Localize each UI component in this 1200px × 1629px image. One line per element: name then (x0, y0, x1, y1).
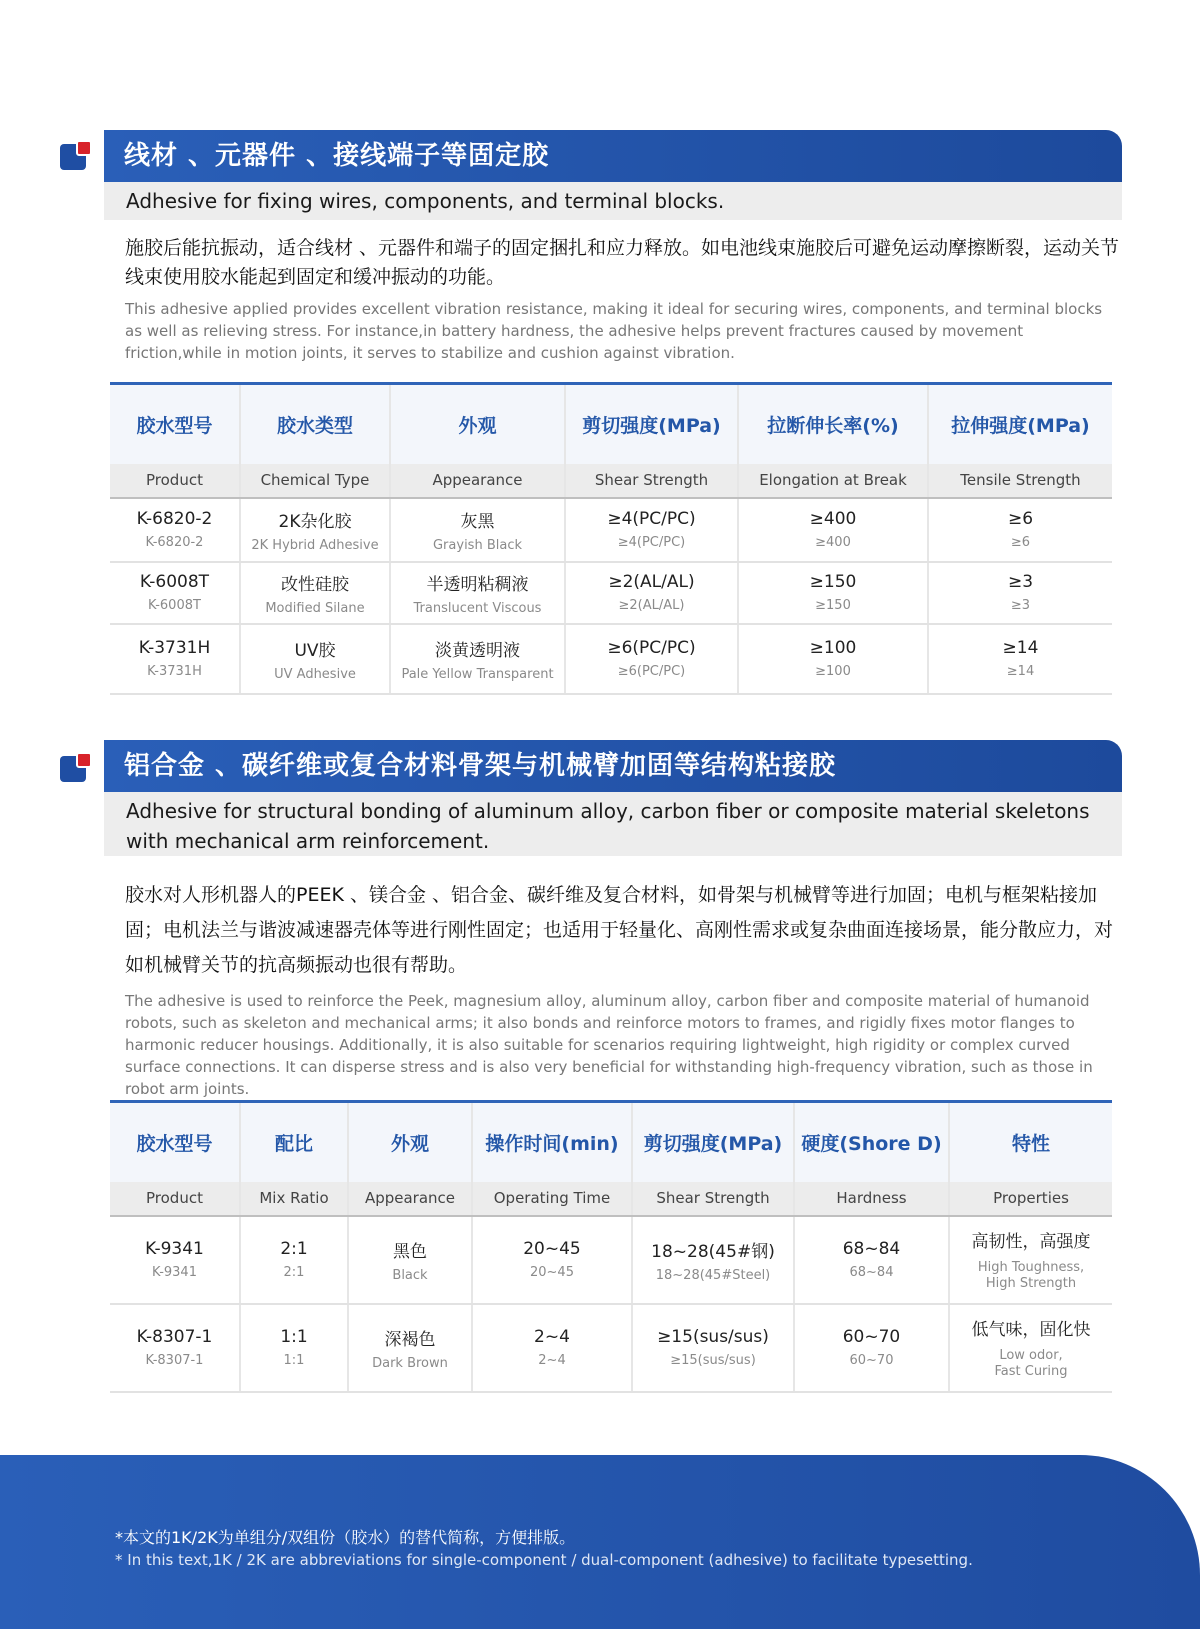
table-cell (565, 562, 738, 624)
cell-value-en: 2~4 (538, 1353, 566, 1368)
column-header-en: Chemical Type (240, 464, 390, 498)
cell-value-cn: ≥14 (1002, 638, 1039, 658)
cell-value-en: ≥6(PC/PC) (617, 664, 686, 679)
cell-value-en: ≥2(AL/AL) (618, 598, 685, 613)
section-title: 铝合金 、碳纤维或复合材料骨架与机械臂加固等结构粘接胶 (104, 740, 1122, 792)
table-row (110, 1216, 1112, 1304)
cell-value-en: K-8307-1 (145, 1353, 204, 1368)
table-cell (110, 498, 240, 562)
cell-value-cn: ≥6 (1007, 509, 1034, 529)
cell-value-cn: K-8307-1 (136, 1327, 213, 1347)
section-subtitle: Adhesive for structural bonding of aluminum alloy, carbon fiber or composite material skeletons with mechanical arm reinforcement. (104, 792, 1122, 856)
table-cell (928, 624, 1112, 694)
table-cell (472, 1216, 632, 1304)
table-cell (565, 624, 738, 694)
column-header-en: Product (110, 1182, 240, 1216)
column-header-cn: 胶水类型 (240, 384, 390, 464)
cell-value-cn: ≥400 (809, 509, 857, 529)
table-row (110, 1304, 1112, 1392)
table-cell (565, 498, 738, 562)
cell-value-cn: ≥4(PC/PC) (607, 509, 696, 529)
table-cell (949, 1216, 1112, 1304)
cell-value-cn: ≥2(AL/AL) (608, 572, 695, 592)
column-header-cn: 特性 (949, 1102, 1112, 1182)
table-cell (794, 1216, 949, 1304)
cell-value-cn: 2~4 (534, 1327, 570, 1347)
cell-value-cn: 黑色 (393, 1241, 427, 1262)
column-header-cn: 硬度(Shore D) (794, 1102, 949, 1182)
table-cell (632, 1216, 794, 1304)
cell-value-cn: 1:1 (280, 1327, 308, 1347)
section-subtitle: Adhesive for fixing wires, components, and terminal blocks. (104, 182, 1122, 220)
cell-value-cn: K-9341 (145, 1239, 204, 1259)
cell-value-en: 60~70 (849, 1353, 894, 1368)
product-table-1 (110, 382, 1112, 695)
cell-value-en-line2: Fast Curing (994, 1364, 1068, 1379)
brand-logo-icon (60, 752, 94, 782)
cell-value-en: Black (392, 1267, 428, 1283)
product-table-2 (110, 1100, 1112, 1393)
cell-value-en: ≥15(sus/sus) (670, 1353, 756, 1368)
cell-value-cn: 高韧性，高强度 (971, 1232, 1091, 1252)
table-cell (472, 1304, 632, 1392)
table-cell (738, 498, 928, 562)
cell-value-cn: ≥150 (809, 572, 857, 592)
table-cell (632, 1304, 794, 1392)
footer-note-band (0, 1455, 1200, 1629)
table-cell (110, 1216, 240, 1304)
cell-value-cn: 2:1 (280, 1239, 308, 1259)
cell-value-en: 18~28(45#Steel) (655, 1267, 771, 1283)
cell-value-en: 20~45 (530, 1265, 574, 1280)
column-header-en: Hardness (794, 1182, 949, 1216)
cell-value-cn: 改性硅胶 (281, 574, 349, 595)
cell-value-en: ≥6 (1010, 535, 1031, 550)
cell-value-cn: UV胶 (294, 640, 336, 661)
table-cell (928, 498, 1112, 562)
cell-value-en: K-9341 (152, 1265, 197, 1280)
table-cell (240, 498, 390, 562)
cell-value-en: ≥14 (1006, 664, 1035, 679)
cell-value-en (950, 1260, 1112, 1292)
column-header-en: Shear Strength (632, 1182, 794, 1216)
cell-value-cn: ≥15(sus/sus) (657, 1327, 769, 1347)
column-header-en: Appearance (390, 464, 565, 498)
footer-note-cn: *本文的1K/2K为单组分/双组份（胶水）的替代简称，方便排版。 (115, 1528, 576, 1547)
cell-value-en-line2: High Strength (985, 1276, 1077, 1291)
table-cell (348, 1216, 472, 1304)
description-cn: 胶水对人形机器人的PEEK 、镁合金 、铝合金、碳纤维及复合材料，如骨架与机械臂等进行加固；电机与框架粘接加固；电机法兰与谐波减速器壳体等进行刚性固定；也适用于轻量化、高刚性需求或复杂曲面连接场景，能分散应力，对如机械臂关节的抗高频振动也很有帮助。 (125, 884, 1114, 976)
cell-value-cn: 60~70 (842, 1327, 901, 1347)
column-header-cn: 胶水型号 (110, 1102, 240, 1182)
cell-value-cn: ≥3 (1007, 572, 1034, 592)
cell-value-en: K-6820-2 (145, 535, 204, 550)
cell-value-en: 68~84 (849, 1265, 894, 1280)
table-cell (240, 1304, 348, 1392)
column-header-en: Properties (949, 1182, 1112, 1216)
column-header-en: Product (110, 464, 240, 498)
cell-value-cn: 淡黄透明液 (435, 640, 520, 661)
section-title: 线材 、元器件 、接线端子等固定胶 (104, 130, 1122, 182)
table-cell (240, 562, 390, 624)
table-cell (348, 1304, 472, 1392)
cell-value-cn: 18~28(45#钢) (651, 1241, 775, 1262)
cell-value-en: ≥4(PC/PC) (617, 535, 686, 550)
cell-value-cn: ≥100 (809, 638, 857, 658)
cell-value-cn: 深褐色 (384, 1329, 436, 1350)
cell-value-en: 2K Hybrid Adhesive (251, 537, 379, 553)
column-header-en: Operating Time (472, 1182, 632, 1216)
column-header-cn: 外观 (390, 384, 565, 464)
cell-value-en (950, 1348, 1112, 1380)
column-header-cn: 拉断伸长率(%) (738, 384, 928, 464)
column-header-cn: 拉伸强度(MPa) (928, 384, 1112, 464)
table-cell (110, 562, 240, 624)
table-cell (794, 1304, 949, 1392)
cell-value-cn: 低气味，固化快 (971, 1320, 1091, 1340)
cell-value-en: 2:1 (283, 1265, 305, 1280)
cell-value-en: ≥100 (815, 664, 851, 679)
cell-value-en: Modified Silane (265, 600, 365, 616)
column-header-en: Mix Ratio (240, 1182, 348, 1216)
cell-value-en: Grayish Black (432, 537, 522, 553)
table-cell (110, 624, 240, 694)
table-cell (738, 624, 928, 694)
table-row (110, 562, 1112, 624)
column-header-en: Shear Strength (565, 464, 738, 498)
table-cell (240, 624, 390, 694)
cell-value-cn: ≥6(PC/PC) (607, 638, 696, 658)
cell-value-en: ≥3 (1010, 598, 1031, 613)
cell-value-cn: 20~45 (523, 1239, 581, 1259)
table-cell (390, 562, 565, 624)
table-cell (110, 1304, 240, 1392)
table-cell (240, 1216, 348, 1304)
cell-value-en: ≥150 (815, 598, 851, 613)
column-header-cn: 剪切强度(MPa) (565, 384, 738, 464)
cell-value-cn: K-3731H (138, 638, 211, 658)
cell-value-en: Translucent Viscous (413, 600, 542, 616)
table-cell (928, 562, 1112, 624)
cell-value-en: K-6008T (148, 598, 201, 613)
footer-note-en: * In this text,1K / 2K are abbreviations for single-component / dual-component (adhesive) to facilitate typesetting. (115, 1551, 973, 1569)
table-cell (390, 498, 565, 562)
brand-logo-icon (60, 140, 94, 170)
cell-value-cn: 半透明粘稠液 (426, 574, 529, 595)
column-header-en: Appearance (348, 1182, 472, 1216)
description-cn: 施胶后能抗振动，适合线材 、元器件和端子的固定捆扎和应力释放。如电池线束施胶后可避免运动摩擦断裂，运动关节线束使用胶水能起到固定和缓冲振动的功能。 (125, 237, 1120, 288)
cell-value-cn: K-6008T (139, 572, 210, 592)
table-cell (738, 562, 928, 624)
cell-value-cn: 68~84 (842, 1239, 901, 1259)
column-header-cn: 胶水型号 (110, 384, 240, 464)
cell-value-en: UV Adhesive (274, 666, 356, 682)
table-row (110, 498, 1112, 562)
cell-value-en-line1: High Toughness, (977, 1260, 1085, 1275)
column-header-cn: 配比 (240, 1102, 348, 1182)
column-header-cn: 操作时间(min) (472, 1102, 632, 1182)
table-cell (390, 624, 565, 694)
column-header-en: Tensile Strength (928, 464, 1112, 498)
column-header-cn: 外观 (348, 1102, 472, 1182)
cell-value-cn: K-6820-2 (136, 509, 213, 529)
cell-value-en: ≥400 (815, 535, 851, 550)
column-header-en: Elongation at Break (738, 464, 928, 498)
cell-value-en-line1: Low odor, (999, 1348, 1063, 1363)
table-cell (949, 1304, 1112, 1392)
description-en: The adhesive is used to reinforce the Peek, magnesium alloy, aluminum alloy, carbon fiber and composite material of humanoid robots, such as skeleton and mechanical arms; it also bonds and reinforce motors to frames, and rigidly fixes motor flanges to harmonic reducer housings. Additionally, it is also suitable for scenarios requiring lightweight, high rigidity or complex curved surface connections. It can disperse stress and is also very beneficial for withstanding high-frequency vibration, such as those in robot arm joints. (125, 992, 1093, 1098)
cell-value-en: Dark Brown (372, 1355, 448, 1371)
cell-value-en: Pale Yellow Transparent (401, 666, 554, 682)
cell-value-en: 1:1 (283, 1353, 305, 1368)
table-row (110, 624, 1112, 694)
cell-value-cn: 2K杂化胶 (278, 511, 352, 532)
column-header-cn: 剪切强度(MPa) (632, 1102, 794, 1182)
description-en: This adhesive applied provides excellent vibration resistance, making it ideal for securing wires, components, and terminal blocks as well as relieving stress. For instance,in battery hardness, the adhesive helps prevent fractures caused by movement friction,while in motion joints, it serves to stabilize and cushion against vibration. (125, 300, 1103, 362)
cell-value-cn: 灰黑 (460, 511, 495, 532)
cell-value-en: K-3731H (147, 664, 202, 679)
